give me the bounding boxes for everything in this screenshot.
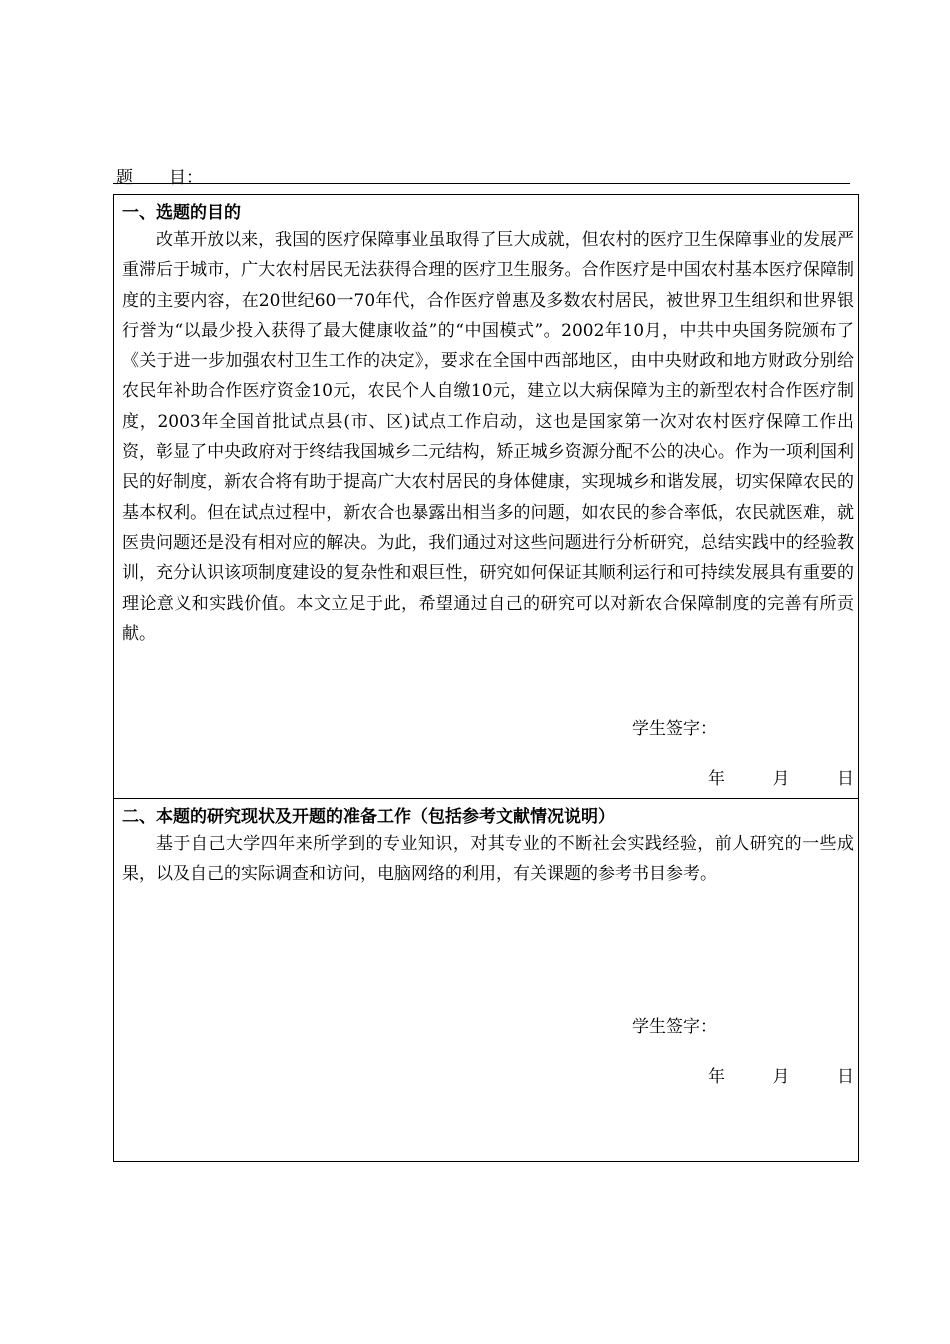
date-row [708, 764, 854, 789]
title-row [113, 160, 850, 188]
section-research-body: 基于自己大学四年来所学到的专业知识，对其专业的不断社会实践经验，前人研究的一些成果，以及自己的实际调查和访问，电脑网络的利用，有关课题的参考书目参考。 [122, 834, 854, 885]
date-month: 月 [772, 1067, 790, 1087]
title-label [116, 163, 203, 188]
date-day: 日 [837, 1067, 854, 1087]
student-signature-label: 学生签字： [632, 1017, 717, 1037]
date-year: 年 [708, 1067, 725, 1087]
section-purpose-heading: 一、选题的目的 [122, 203, 241, 223]
section-purpose-body: 改革开放以来，我国的医疗保障事业虽取得了巨大成就，但农村的医疗卫生保障事业的发展严重滞后于城市，广大农村居民无法获得合理的医疗卫生服务。合作医疗是中国农村基本医疗保障制度的主要内容，在20世纪60一70年代，合作医疗曾惠及多数农村居民，被世界卫生组织和世界银行誉为“以最少投入获得了最大健康收益”的“中国模式”。2002年10月，中共中央国务院颁布了《关于进一步加强农村卫生工作的决定》，要求在全国中西部地区，由中央财政和地方财政分别给农民年补助合作医疗资金10元，农民个人自缴10元，建立以大病保障为主的新型农村合作医疗制度，2003年全国首批试点县(市、区)试点工作启动，这也是国家第一次对农村医疗保障工作出资，彰显了中央政府对于终结我国城乡二元结构，矫正城乡资源分配不公的决心。作为一项利国利民的好制度，新农合将有助于提高广大农村居民的身体健康，实现城乡和谐发展，切实保障农民的基本权利。但在试点过程中，新农合也暴露出相当多的问题，如农民的参合率低，农民就医难，就医贵问题还是没有相对应的解决。为此，我们通过对这些问题进行分析研究，总结实践中的经验教训，充分认识该项制度建设的复杂性和艰巨性，研究如何保证其顺利运行和可持续发展具有重要的理论意义和实践价值。本文立足于此，希望通过自己的研究可以对新农合保障制度的完善有所贡献。 [122, 230, 854, 644]
date-row [708, 1062, 854, 1087]
title-label-part1: 题 [116, 168, 133, 188]
section-research-status [113, 798, 859, 1162]
section-research-heading: 二、本题的研究现状及开题的准备工作（包括参考文献情况说明） [122, 807, 615, 827]
title-label-part2: 目： [169, 168, 203, 188]
student-signature-label: 学生签字： [632, 719, 717, 739]
section-purpose [113, 194, 859, 799]
date-month: 月 [772, 769, 790, 789]
date-year: 年 [708, 769, 725, 789]
date-day: 日 [837, 769, 854, 789]
